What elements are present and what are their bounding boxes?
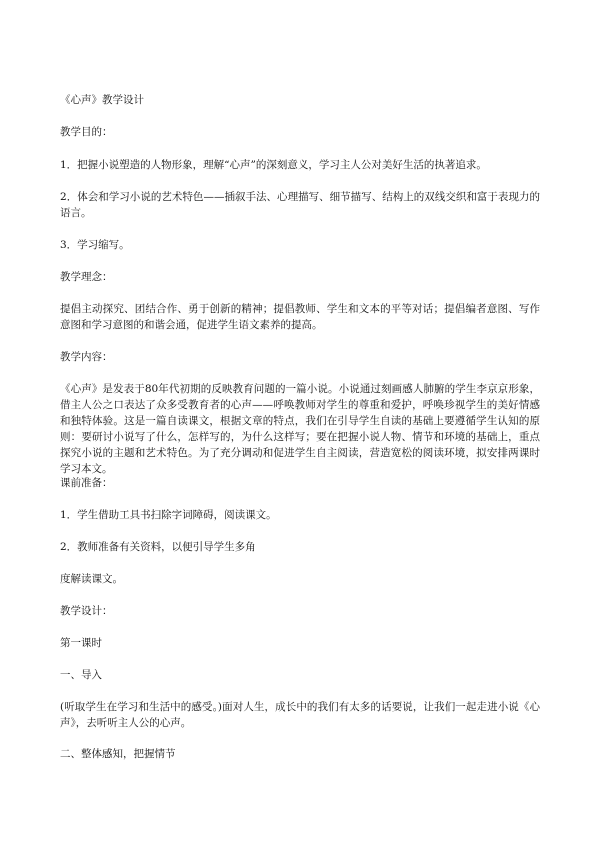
section-2-heading: 二、整体感知，把握情节 [60,748,176,760]
goal-item-3: 3．学习缩写。 [60,239,130,251]
intro-paragraph: (听取学生在学习和生活中的感受。)面对人生，成长中的我们有太多的话要说，让我们一起走进小说《心声》，去听听主人公的心声。 [60,701,540,729]
concept-heading: 教学理念： [60,271,113,283]
goals-heading: 教学目的： [60,126,113,138]
content-heading: 教学内容： [60,351,113,363]
lesson-1-heading: 第一课时 [60,637,102,649]
content-paragraph: 《心声》是发表于80年代初期的反映教育问题的一篇小说。小说通过刻画感人肺腑的学生李京京形象，借主人公之口表达了众多受教育者的心声——呼唤教师对学生的尊重和爱护，呼唤珍视学生的美好情感和独特体验。这是一篇自读课文，根据文章的特点，我们在引导学生自读的基础上要遵循学生认知的原则：要研讨小说写了什么，怎样写的，为什么这样写；要在把握小说人物、情节和环境的基础上，重点探究小说的主题和艺术特色。为了充分调动和促进学生自主阅读，营造宽松的阅读环境，拟安排两课时学习本文。 [60,383,540,475]
concept-paragraph: 提倡主动探究、团结合作、勇于创新的精神；提倡教师、学生和文本的平等对话；提倡编者意图、写作意图和学习意图的和谐会通，促进学生语文素养的提高。 [60,303,540,331]
section-1-heading: 一、导入 [60,669,102,681]
goal-item-2: 2．体会和学习小说的艺术特色——插叙手法、心理描写、细节描写、结构上的双线交织和富于表现力的语言。 [60,191,540,219]
prep-item-2: 2．教师准备有关资料，以便引导学生多角 [60,541,256,553]
prep-item-1: 1．学生借助工具书扫除字词障碍，阅读课文。 [60,509,277,521]
prep-item-2-continued: 度解读课文。 [60,573,123,585]
document-title: 《心声》教学设计 [60,94,144,106]
design-heading: 教学设计： [60,605,113,617]
prep-heading: 课前准备： [60,477,113,489]
goal-item-1: 1．把握小说塑造的人物形象，理解“心声”的深刻意义，学习主人公对美好生活的执著追求。 [60,159,487,171]
